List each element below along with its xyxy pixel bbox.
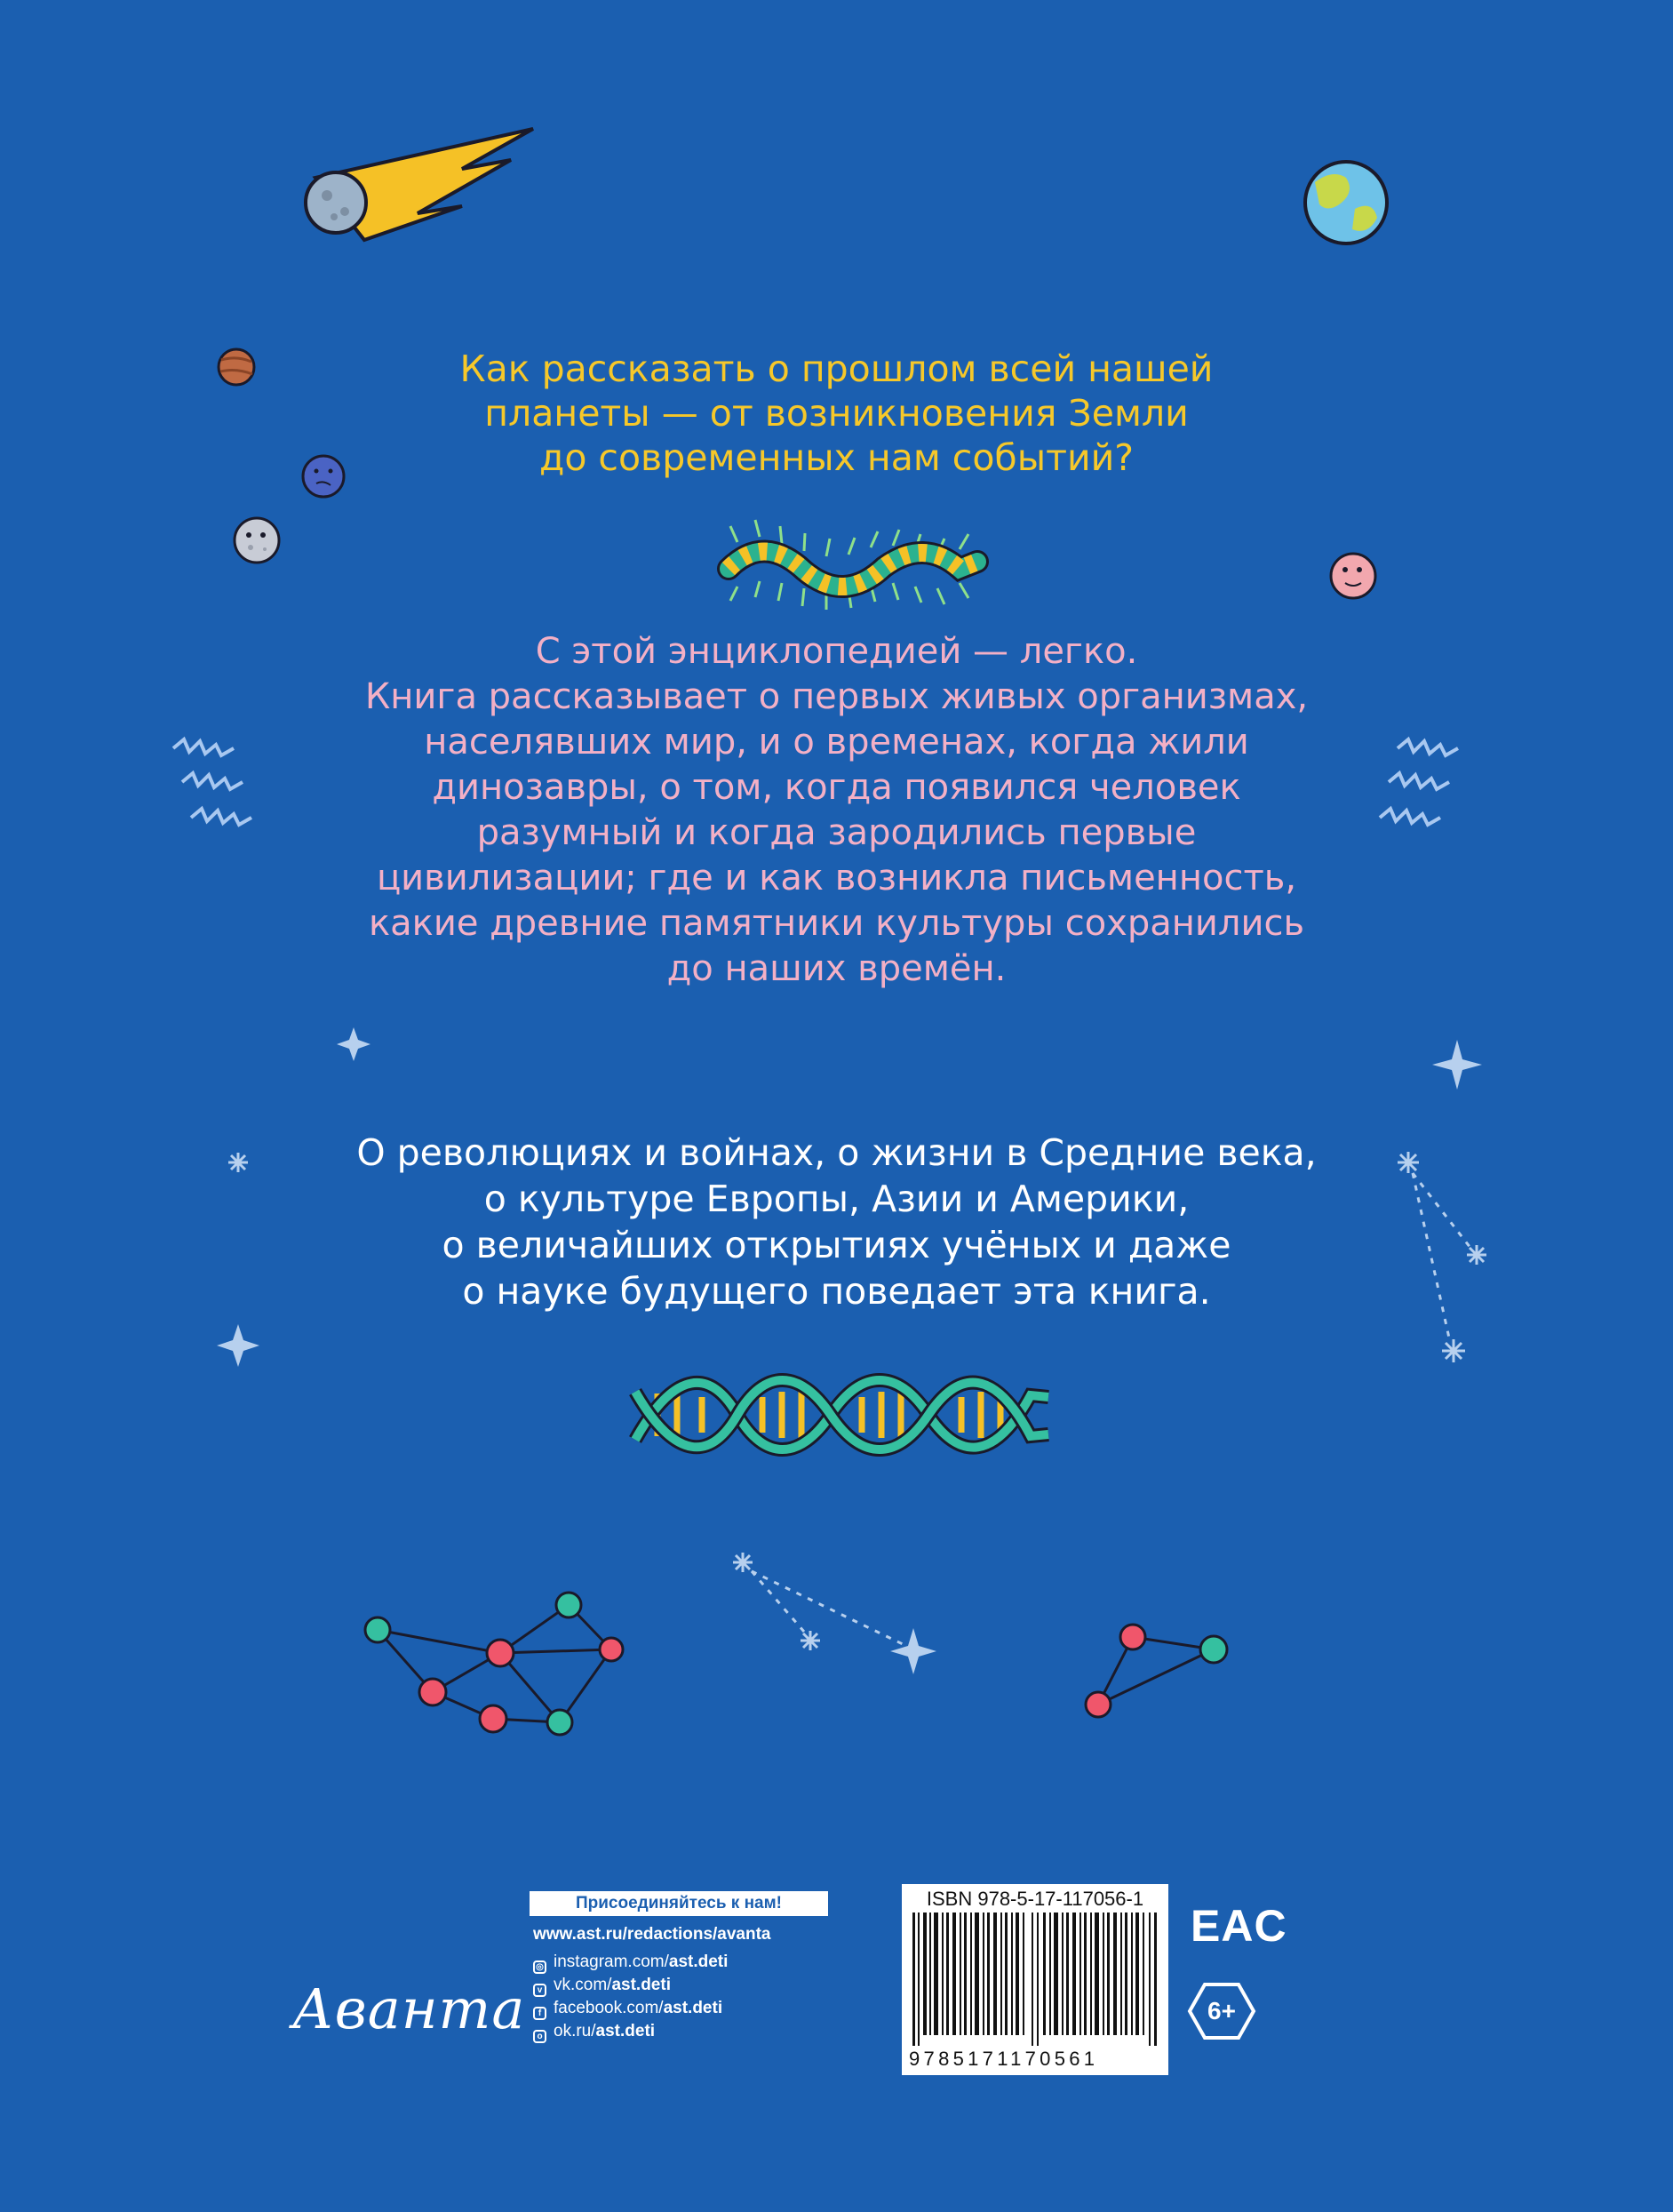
social-link-prefix: instagram.com/ <box>554 1952 669 1971</box>
social-link-prefix: facebook.com/ <box>554 1999 664 2017</box>
eac-conformity-mark: EAC <box>1191 1901 1287 1951</box>
body-paragraph <box>0 629 1673 992</box>
social-link-handle: ast.deti <box>663 1999 723 2017</box>
comet-icon <box>306 129 533 240</box>
body-line: С этой энциклопедией — легко. <box>535 631 1138 672</box>
outro-line: о величайших открытиях учёных и даже <box>442 1224 1231 1266</box>
dna-icon <box>635 1380 1048 1449</box>
earth-icon <box>1305 162 1387 244</box>
centipede-icon <box>729 520 977 610</box>
social-link-handle: ast.deti <box>668 1952 729 1971</box>
social-link-vk[interactable] <box>533 1974 728 1997</box>
constellation-right-icon <box>1086 1625 1227 1717</box>
social-link-handle: ast.deti <box>595 2022 656 2040</box>
odnoklassniki-icon: o <box>533 2030 546 2043</box>
social-links-list <box>533 1951 728 2043</box>
social-link-odnoklassniki[interactable] <box>533 2020 728 2043</box>
body-line: Книга рассказывает о первых живых организмах, <box>364 676 1309 717</box>
constellation-left-icon <box>365 1593 623 1735</box>
body-line: динозавры, о том, когда появился человек <box>432 767 1241 808</box>
body-line: до наших времён. <box>666 948 1007 989</box>
publisher-website-link[interactable]: www.ast.ru/redactions/avanta <box>533 1925 771 1944</box>
intro-line: до современных нам событий? <box>538 436 1135 479</box>
body-line: разумный и когда зародились первые <box>476 812 1197 853</box>
social-link-prefix: vk.com/ <box>554 1976 612 1994</box>
instagram-icon: ◎ <box>533 1960 546 1974</box>
facebook-icon: f <box>533 2007 546 2020</box>
sparkles-icon <box>217 1027 1482 1674</box>
outro-line: о науке будущего поведает эта книга. <box>462 1270 1211 1313</box>
age-rating-badge <box>1187 1982 1256 2040</box>
isbn-label: ISBN 978-5-17-117056-1 <box>926 1888 1144 1910</box>
social-link-instagram[interactable] <box>533 1951 728 1974</box>
social-link-prefix: ok.ru/ <box>554 2022 596 2040</box>
barcode-panel <box>902 1884 1168 2075</box>
body-line: какие древние памятники культуры сохранились <box>368 903 1305 944</box>
publisher-logo-text: Аванта <box>291 1976 526 2041</box>
age-rating-label: 6+ <box>1207 1997 1236 2024</box>
barcode-icon <box>909 1913 1163 2046</box>
pink-planet-icon <box>1331 554 1375 598</box>
publisher-logo <box>291 1955 526 2062</box>
body-line: населявших мир, и о временах, когда жили <box>424 722 1249 763</box>
moon-icon <box>235 518 279 563</box>
barcode-number: 9785171170561 <box>909 2048 1099 2070</box>
intro-line: Как рассказать о прошлом всей нашей <box>459 347 1214 390</box>
intro-line: планеты — от возникновения Земли <box>484 392 1189 435</box>
outro-line: О революциях и войнах, о жизни в Средние века, <box>356 1131 1317 1174</box>
social-link-handle: ast.deti <box>611 1976 671 1994</box>
join-us-banner: Присоединяйтесь к нам! <box>530 1891 828 1916</box>
body-line: цивилизации; где и как возникла письменность, <box>376 858 1297 898</box>
intro-question <box>0 347 1673 480</box>
outro-paragraph <box>0 1130 1673 1314</box>
social-link-facebook[interactable] <box>533 1997 728 2020</box>
vk-icon: v <box>533 1984 546 1997</box>
outro-line: о культуре Европы, Азии и Америки, <box>483 1178 1190 1220</box>
